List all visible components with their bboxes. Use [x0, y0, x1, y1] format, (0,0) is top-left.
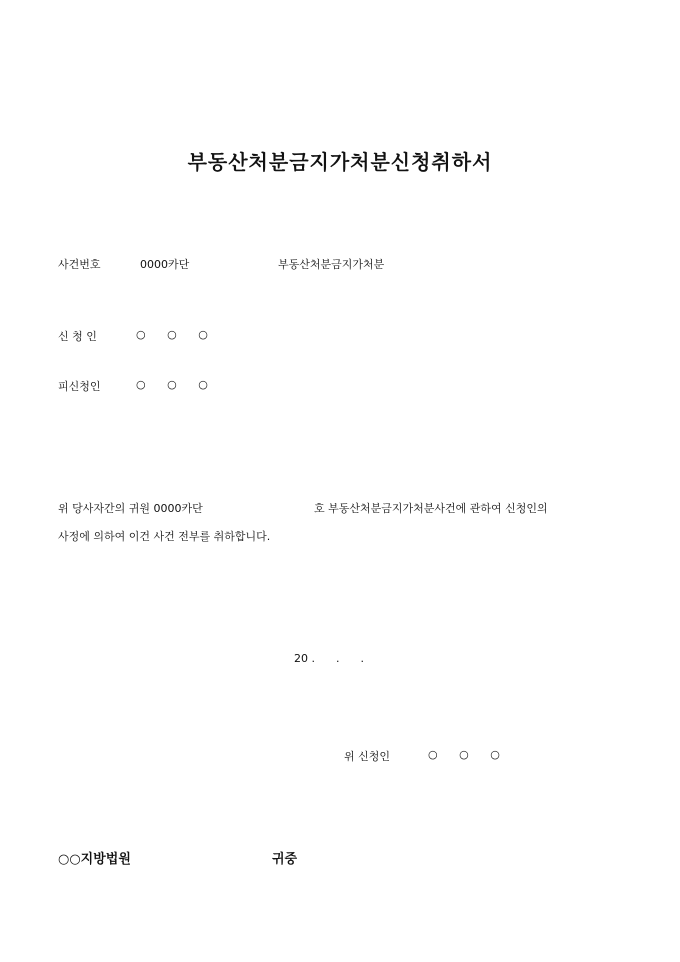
body-line1-start: 위 당사자간의 귀원 0000카단	[58, 502, 203, 515]
document-title: 부동산처분금지가처분신청취하서	[187, 150, 493, 174]
date-line: 20 . . .	[294, 652, 364, 665]
case-number-label: 사건번호	[58, 258, 101, 271]
case-name: 부동산처분금지가처분	[278, 258, 385, 271]
respondent-label: 피신청인	[58, 380, 101, 393]
applicant-label: 신 청 인	[58, 330, 97, 343]
body-line2: 사정에 의하여 이건 사건 전부를 취하합니다.	[58, 530, 271, 543]
court-name: ○○지방법원	[58, 852, 131, 867]
body-line1-end: 호 부동산처분금지가처분사건에 관하여 신청인의	[314, 502, 548, 515]
signature-name: ○ ○ ○	[428, 748, 500, 761]
respondent-name: ○ ○ ○	[136, 378, 208, 391]
case-number-value: 0000카단	[140, 258, 190, 271]
signature-label: 위 신청인	[344, 750, 391, 763]
applicant-name: ○ ○ ○	[136, 328, 208, 341]
honorific: 귀중	[272, 852, 298, 867]
